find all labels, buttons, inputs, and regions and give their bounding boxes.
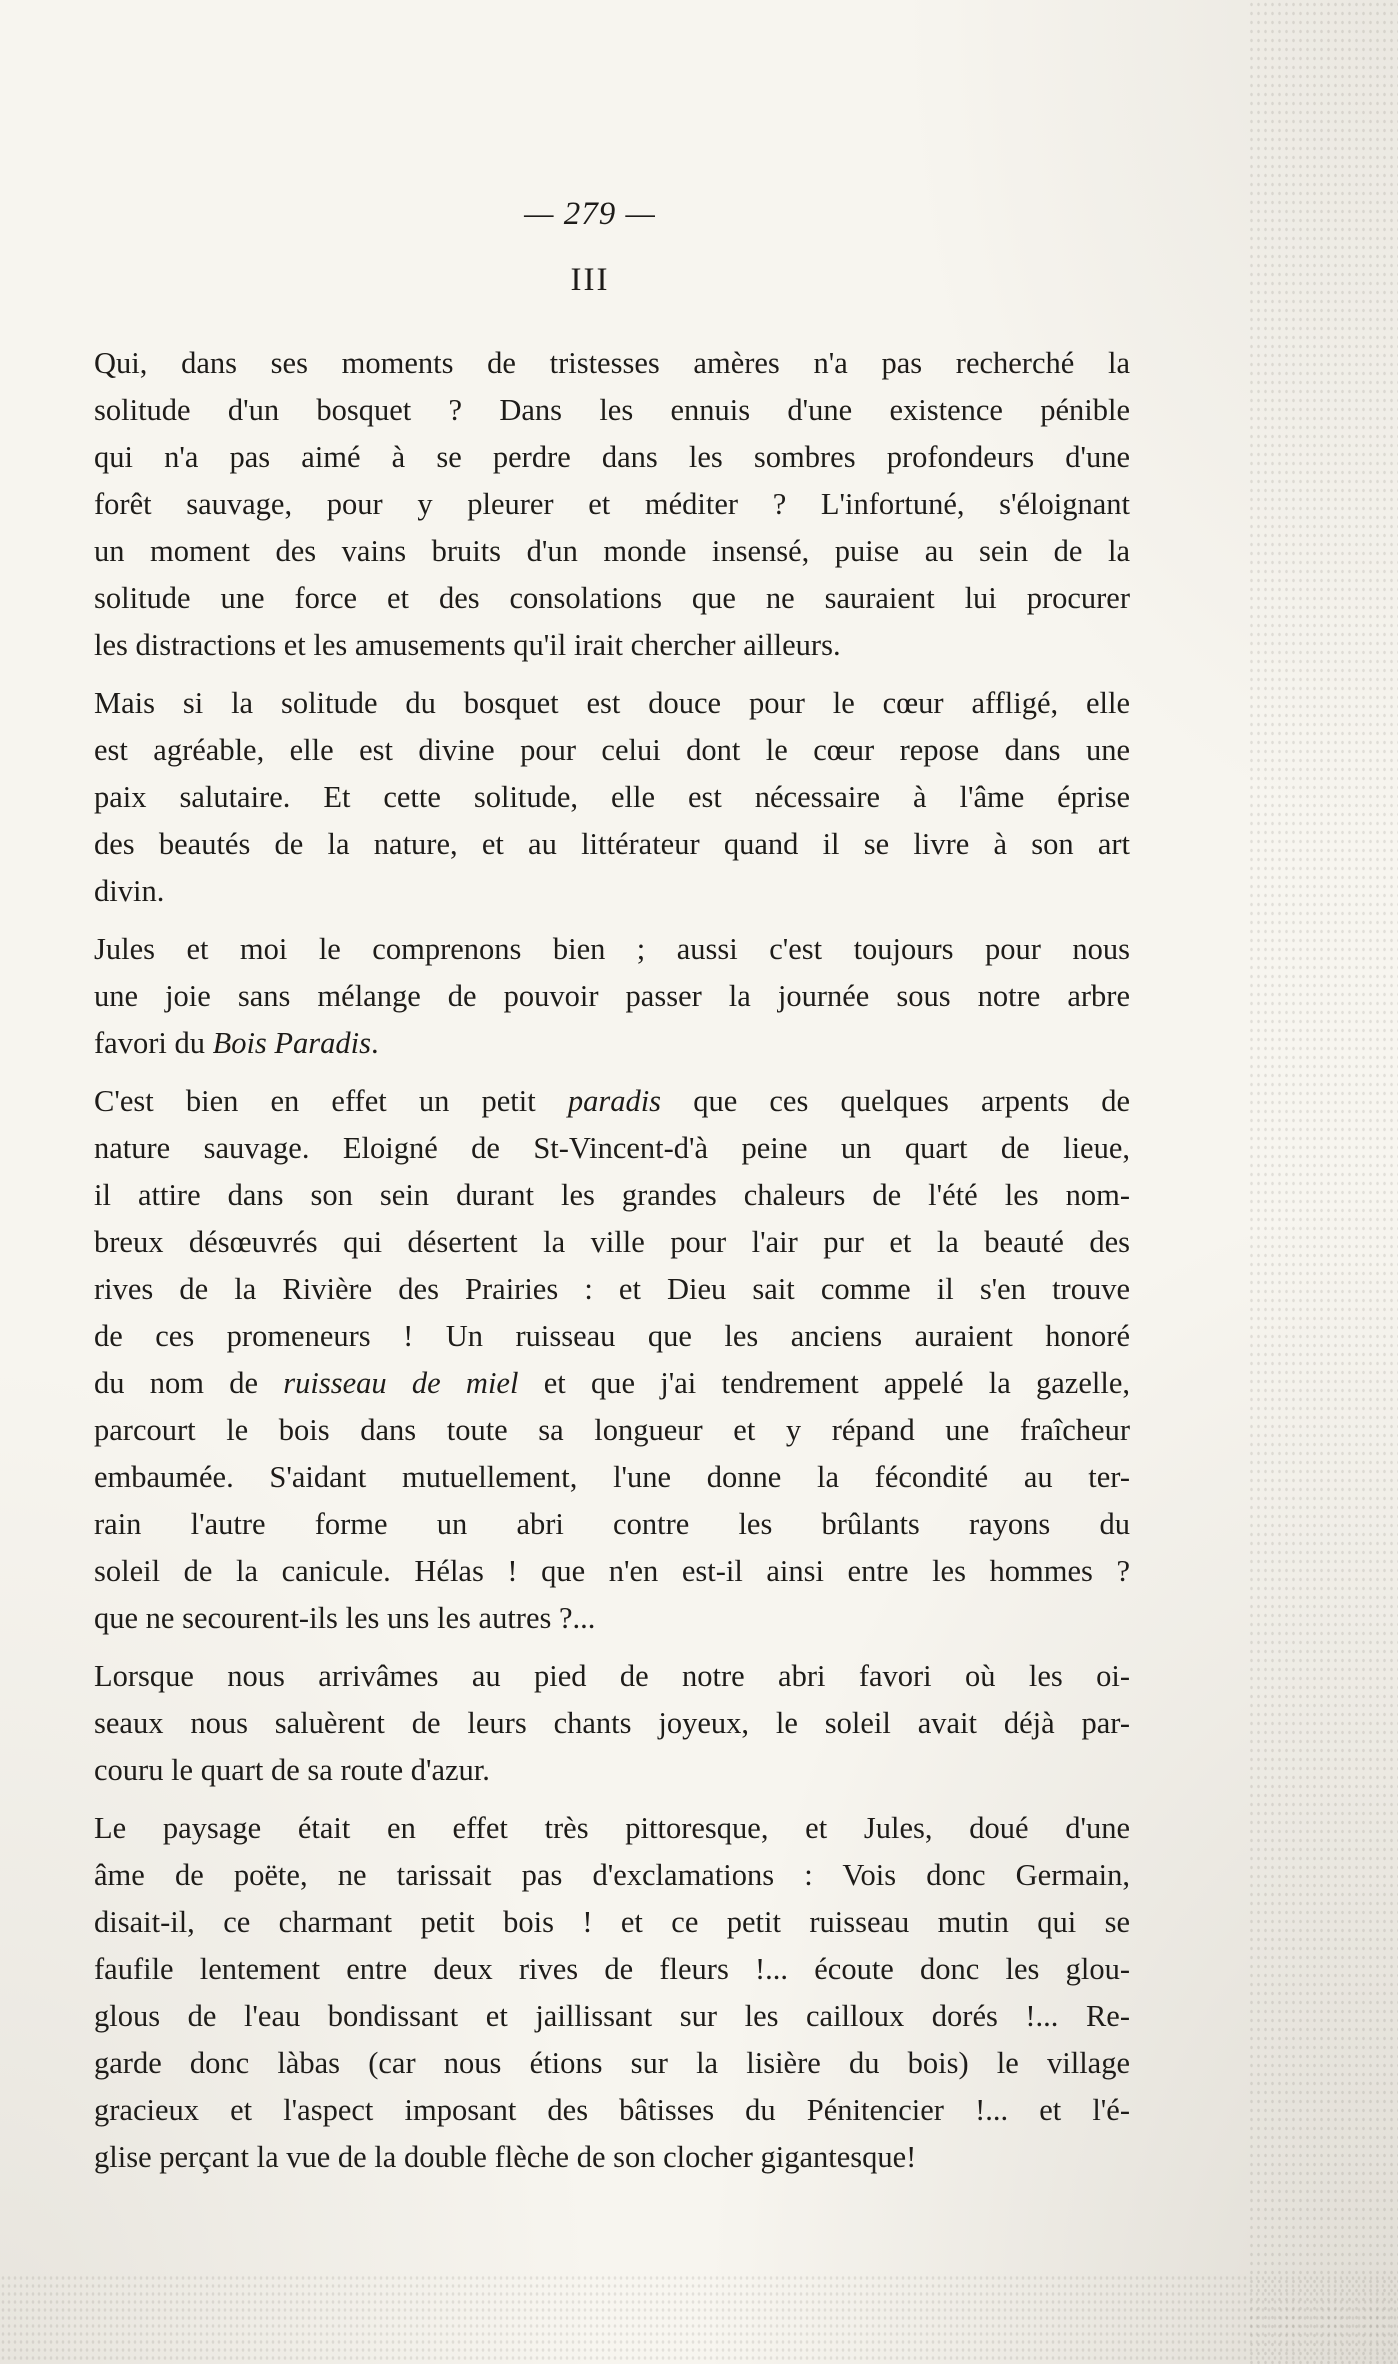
paragraph [68,1078,1130,1642]
page-bottom-texture [0,2274,1398,2364]
text-line: forêt sauvage, pour y pleurer et méditer ? L'infortuné, s'éloignant [94,487,1130,521]
text-line: seaux nous saluèrent de leurs chants joyeux, le soleil avait déjà par- [94,1706,1130,1740]
text-line: divin. [94,874,165,908]
text-line: solitude d'un bosquet ? Dans les ennuis d'une existence pénible [94,393,1130,427]
text-line: faufile lentement entre deux rives de fleurs !... écoute donc les glou- [94,1952,1130,1986]
page-number: — 279 — [524,196,656,232]
text-line: de ces promeneurs ! Un ruisseau que les anciens auraient honoré [94,1319,1130,1353]
text-line: Jules et moi le comprenons bien ; aussi c'est toujours pour nous [94,932,1130,966]
text-line: breux désœuvrés qui désertent la ville pour l'air pur et la beauté des [94,1225,1130,1259]
text-line: favori du Bois Paradis. [94,1026,379,1060]
text-line: que ne secourent-ils les uns les autres ?... [94,1601,596,1635]
text-line: glous de l'eau bondissant et jaillissant sur les cailloux dorés !... Re- [94,1999,1130,2033]
text-line: une joie sans mélange de pouvoir passer la journée sous notre arbre [94,979,1130,1013]
text-line: glise perçant la vue de la double flèche de son clocher gigantesque! [94,2140,917,2174]
text-line: rain l'autre forme un abri contre les brûlants rayons du [94,1507,1130,1541]
text-line: C'est bien en effet un petit paradis que ces quelques arpents de [94,1084,1130,1118]
text-line: garde donc làbas (car nous étions sur la lisière du bois) le village [94,2046,1130,2080]
text-line: est agréable, elle est divine pour celui dont le cœur repose dans une [94,733,1130,767]
section-heading: III [570,262,610,298]
paragraph [68,340,1130,669]
text-line: solitude une force et des consolations que ne sauraient lui procurer [94,581,1130,615]
text-line: Le paysage était en effet très pittoresque, et Jules, doué d'une [94,1811,1130,1845]
paragraph [68,1653,1130,1794]
text-line: Qui, dans ses moments de tristesses amères n'a pas recherché la [94,346,1130,380]
text-line: couru le quart de sa route d'azur. [94,1753,490,1787]
paragraph [68,680,1130,915]
text-line: rives de la Rivière des Prairies : et Dieu sait comme il s'en trouve [94,1272,1130,1306]
text-line: soleil de la canicule. Hélas ! que n'en est-il ainsi entre les hommes ? [94,1554,1130,1588]
text-line: disait-il, ce charmant petit bois ! et ce petit ruisseau mutin qui se [94,1905,1130,1939]
text-line: il attire dans son sein durant les grandes chaleurs de l'été les nom- [94,1178,1130,1212]
text-line: un moment des vains bruits d'un monde insensé, puise au sein de la [94,534,1130,568]
text-line: Lorsque nous arrivâmes au pied de notre abri favori où les oi- [94,1659,1130,1693]
text-line: âme de poëte, ne tarissait pas d'exclamations : Vois donc Germain, [94,1858,1130,1892]
text-line: embaumée. S'aidant mutuellement, l'une donne la fécondité au ter- [94,1460,1130,1494]
paragraph [68,1805,1130,2181]
text-line: les distractions et les amusements qu'il irait chercher ailleurs. [94,628,841,662]
body-text [68,340,1130,2192]
text-line: gracieux et l'aspect imposant des bâtisses du Pénitencier !... et l'é- [94,2093,1130,2127]
text-line: paix salutaire. Et cette solitude, elle est nécessaire à l'âme éprise [94,780,1130,814]
text-line: qui n'a pas aimé à se perdre dans les sombres profondeurs d'une [94,440,1130,474]
page-edge-texture [1248,0,1398,2364]
paragraph [68,926,1130,1067]
text-line: du nom de ruisseau de miel et que j'ai tendrement appelé la gazelle, [94,1366,1130,1400]
text-line: des beautés de la nature, et au littérateur quand il se livre à son art [94,827,1130,861]
text-line: nature sauvage. Eloigné de St-Vincent-d'à peine un quart de lieue, [94,1131,1130,1165]
text-line: Mais si la solitude du bosquet est douce pour le cœur affligé, elle [94,686,1130,720]
text-line: parcourt le bois dans toute sa longueur et y répand une fraîcheur [94,1413,1130,1447]
